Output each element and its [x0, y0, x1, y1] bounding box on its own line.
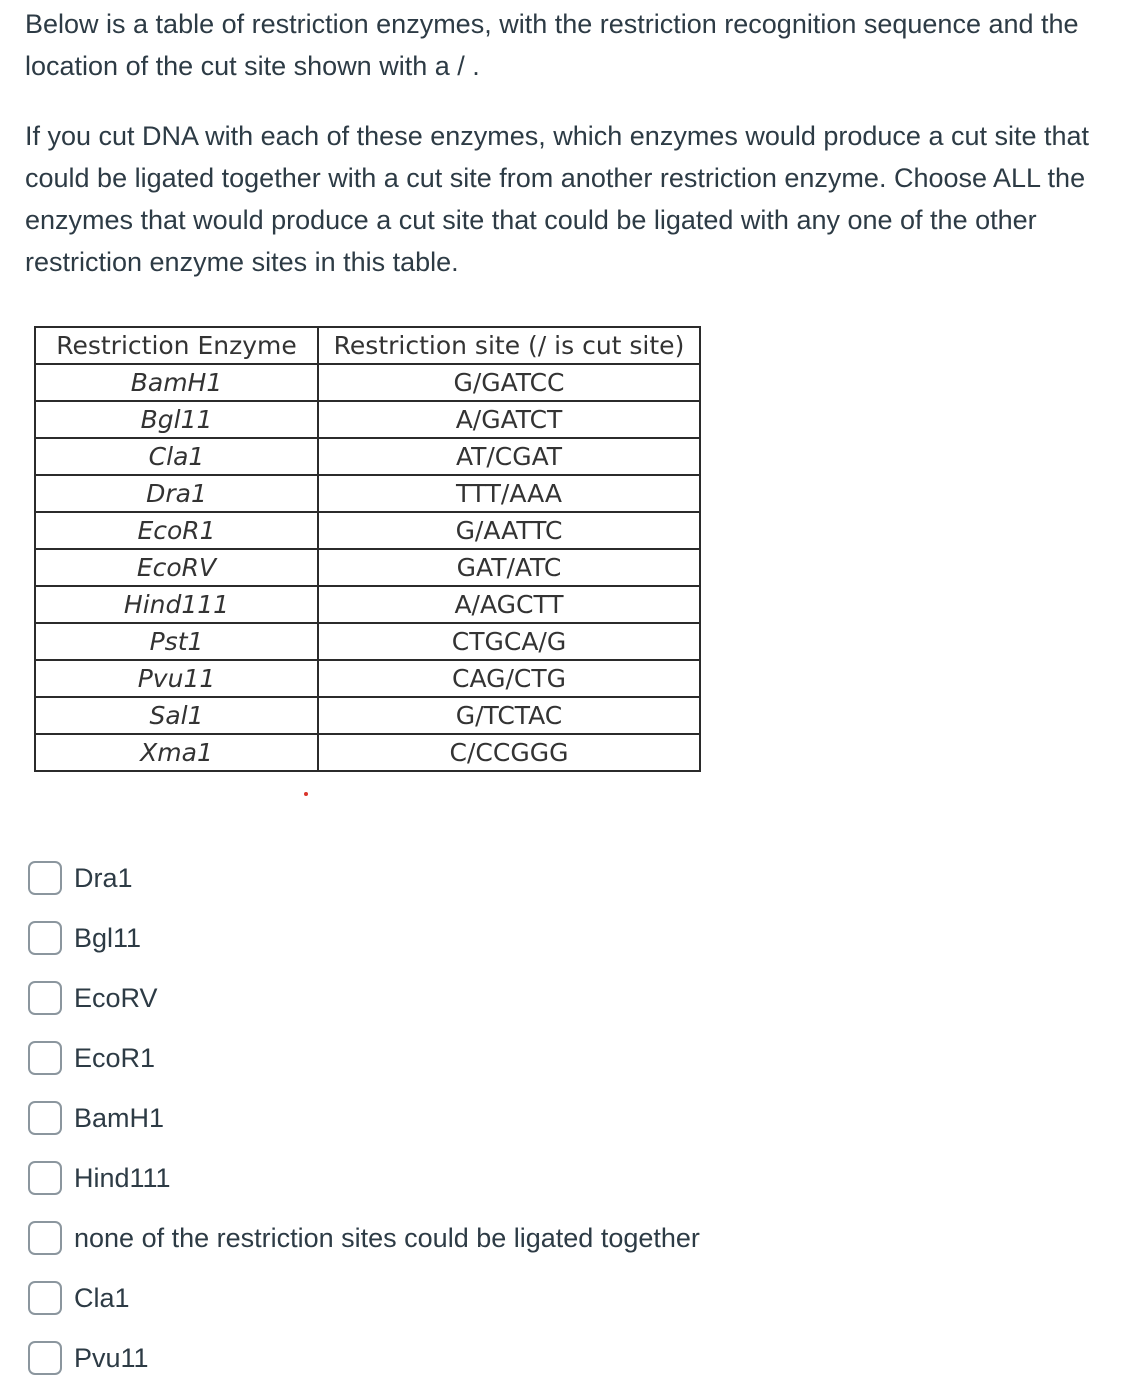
question-prompt: If you cut DNA with each of these enzymes, which enzymes would produce a cut site that could be ligated together with a cut site from another restriction enzyme. Choose ALL the enzymes that would produce a cut site that could be ligated with any one of the other restriction enzyme sites in this table. [25, 121, 1090, 277]
enzyme-name-cell: Dra1 [35, 475, 318, 512]
enzyme-name-cell: EcoRV [35, 549, 318, 586]
enzyme-name-cell: Hind111 [35, 586, 318, 623]
table-row [35, 734, 700, 771]
enzyme-name-cell: Pvu11 [35, 660, 318, 697]
red-mark [304, 792, 308, 796]
restriction-site-cell: TTT/AAA [318, 475, 700, 512]
restriction-site-cell: G/GATCC [318, 364, 700, 401]
answer-option-pvu11[interactable] [28, 1328, 700, 1388]
table-row [35, 623, 700, 660]
checkbox[interactable] [28, 1341, 62, 1375]
restriction-site-cell: CTGCA/G [318, 623, 700, 660]
restriction-site-cell: G/AATTC [318, 512, 700, 549]
checkbox[interactable] [28, 1221, 62, 1255]
restriction-site-cell: G/TCTAC [318, 697, 700, 734]
checkbox[interactable] [28, 981, 62, 1015]
enzyme-name-cell: Cla1 [35, 438, 318, 475]
answer-option-ecor1[interactable] [28, 1028, 700, 1088]
option-label: Dra1 [74, 862, 133, 893]
table-row [35, 512, 700, 549]
answer-option-bgl11[interactable] [28, 908, 700, 968]
table-row [35, 586, 700, 623]
table-row [35, 660, 700, 697]
answer-options [28, 848, 700, 1388]
column-header-site: Restriction site (/ is cut site) [318, 327, 700, 364]
option-label: EcoR1 [74, 1042, 156, 1073]
option-label: EcoRV [74, 982, 158, 1013]
enzyme-name-cell: Bgl11 [35, 401, 318, 438]
option-label: Hind111 [74, 1162, 171, 1193]
enzyme-name-cell: Xma1 [35, 734, 318, 771]
answer-option-dra1[interactable] [28, 848, 700, 908]
answer-option-hind111[interactable] [28, 1148, 700, 1208]
answer-option-bamh1[interactable] [28, 1088, 700, 1148]
restriction-site-cell: C/CCGGG [318, 734, 700, 771]
table-row [35, 438, 700, 475]
restriction-site-cell: A/GATCT [318, 401, 700, 438]
table-row [35, 364, 700, 401]
restriction-enzyme-table [34, 326, 701, 772]
option-label: BamH1 [74, 1102, 165, 1133]
restriction-site-cell: AT/CGAT [318, 438, 700, 475]
restriction-site-cell: CAG/CTG [318, 660, 700, 697]
checkbox[interactable] [28, 861, 62, 895]
enzyme-name-cell: EcoR1 [35, 512, 318, 549]
enzyme-name-cell: Sal1 [35, 697, 318, 734]
option-label: none of the restriction sites could be ligated together [74, 1222, 700, 1253]
option-label: Pvu11 [74, 1342, 149, 1373]
checkbox[interactable] [28, 1101, 62, 1135]
table-row [35, 401, 700, 438]
question-intro: Below is a table of restriction enzymes, with the restriction recognition sequence and the location of the cut site shown with a / . [25, 9, 1079, 81]
table-row [35, 549, 700, 586]
option-label: Cla1 [74, 1282, 130, 1313]
enzyme-name-cell: Pst1 [35, 623, 318, 660]
answer-option-ecorv[interactable] [28, 968, 700, 1028]
checkbox[interactable] [28, 1041, 62, 1075]
restriction-site-cell: GAT/ATC [318, 549, 700, 586]
table-header-row [35, 327, 700, 364]
checkbox[interactable] [28, 1161, 62, 1195]
checkbox[interactable] [28, 1281, 62, 1315]
answer-option-none[interactable] [28, 1208, 700, 1268]
option-label: Bgl11 [74, 922, 142, 953]
enzyme-name-cell: BamH1 [35, 364, 318, 401]
table-row [35, 697, 700, 734]
checkbox[interactable] [28, 921, 62, 955]
column-header-enzyme: Restriction Enzyme [35, 327, 318, 364]
table-row [35, 475, 700, 512]
answer-option-cla1[interactable] [28, 1268, 700, 1328]
restriction-site-cell: A/AGCTT [318, 586, 700, 623]
